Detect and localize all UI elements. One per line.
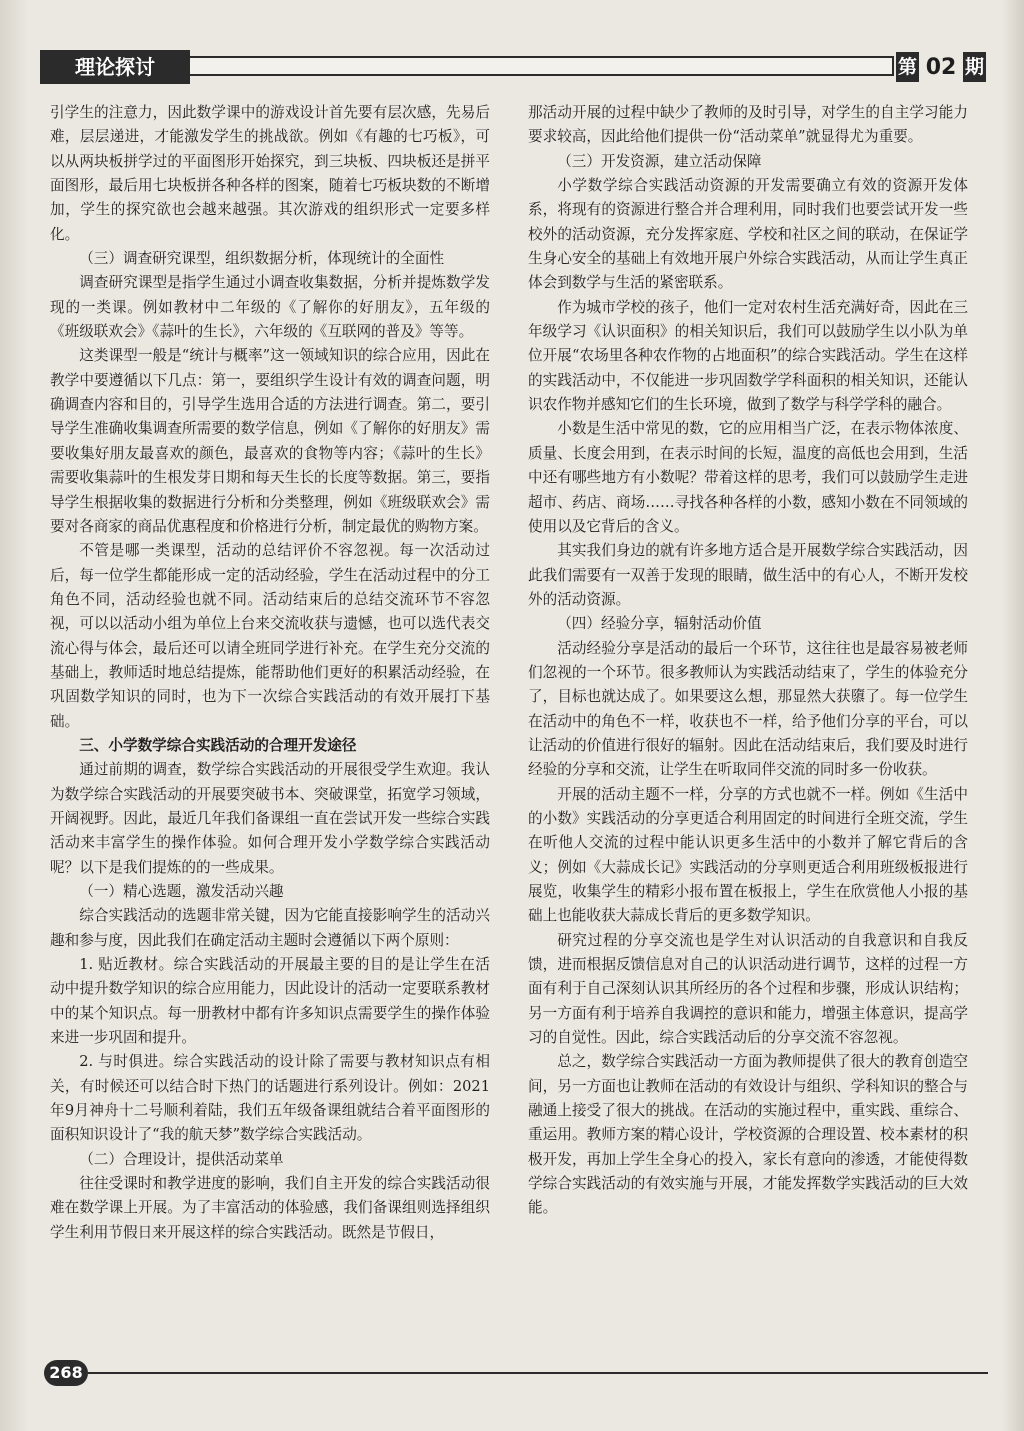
paragraph: 总之，数学综合实践活动一方面为教师提供了很大的教育创造空间，另一方面也让教师在活动的有效设计与组织、学科知识的整合与融通上接受了很大的挑战。在活动的实施过程中，重实践、重综合、重运用。教师方案的精心设计，学校资源的合理设置、校本素材的积极开发，再加上学生全身心的投入，家长有意向的渗透，才能使得数学综合实践活动的有效实施与开展，才能发挥数学实践活动的巨大效能。: [528, 1053, 968, 1217]
subsection-heading: （四）经验分享，辐射活动价值: [557, 615, 762, 633]
paragraph: 作为城市学校的孩子，他们一定对农村生活充满好奇，因此在三年级学习《认识面积》的相关知识后，我们可以鼓励学生以小队为单位开展“农场里各种农作物的占地面积”的综合实践活动。学生在这样的实践活动中，不仅能进一步巩固数学学科面积的相关知识，还能认识农作物并感知它们的生长环境，做到了数学与科学学科的融合。: [528, 298, 968, 414]
paragraph: 综合实践活动的选题非常关键，因为它能直接影响学生的活动兴趣和参与度，因此我们在确定活动主题时会遵循以下两个原则：: [50, 907, 490, 949]
paragraph: 研究过程的分享交流也是学生对认识活动的自我意识和自我反馈，进而根据反馈信息对自己的认识活动进行调节，这样的过程一方面有利于自己深刻认识其所经历的各个过程和步骤，形成认识结构；另一方面有利于培养自我调控的意识和能力，增强主体意识，提高学习的自觉性。因此，综合实践活动后的分享交流不容忽视。: [528, 931, 968, 1047]
scan-shadow-right: [1002, 0, 1024, 1431]
paragraph: 小数是生活中常见的数，它的应用相当广泛，在表示物体浓度、质量、长度会用到，在表示时间的长短，温度的高低也会用到，生活中还有哪些地方有小数呢？带着这样的思考，我们可以鼓励学生走进超市、药店、商场……寻找各种各样的小数，感知小数在不同领域的使用以及它背后的含义。: [528, 420, 968, 535]
issue-prefix: 第: [896, 52, 919, 82]
subsection-heading: （三）开发资源，建立活动保障: [557, 152, 762, 170]
scan-shadow-left: [0, 0, 28, 1431]
paragraph: 开展的活动主题不一样，分享的方式也就不一样。例如《生活中的小数》实践活动的分享更适合利用固定的时间进行全班交流，学生在听他人交流的过程中能认识更多生活中的小数并了解它背后的含义；例如《大蒜成长记》实践活动的分享则更适合利用班级板报进行展览，收集学生的精彩小报布置在板报上，学生在欣赏他人小报的基础上也能收获大蒜成长背后的更多数学知识。: [528, 785, 968, 925]
paragraph: 2. 与时俱进。综合实践活动的设计除了需要与教材知识点有相关，有时候还可以结合时下热门的话题进行系列设计。例如：2021年9月神舟十二号顺利着陆，我们五年级备课组就结合着平面图形的面积知识设计了“我的航天梦”数学综合实践活动。: [50, 1053, 490, 1144]
page-header: [40, 50, 986, 84]
paragraph: 通过前期的调查，数学综合实践活动的开展很受学生欢迎。我认为数学综合实践活动的开展要突破书本、突破课堂，拓宽学习领域，开阔视野。因此，最近几年我们备课组一直在尝试开发一些综合实践活动来丰富学生的操作体验。如何合理开发小学数学综合实践活动呢？以下是我们提炼的的一些成果。: [50, 761, 490, 876]
issue-label: [896, 50, 986, 84]
section-heading: 三、小学数学综合实践活动的合理开发途径: [79, 736, 357, 754]
paragraph: 1. 贴近教材。综合实践活动的开展最主要的目的是让学生在活动中提升数学知识的综合应用能力，因此设计的活动一定要联系教材中的某个知识点。每一册教材中都有许多知识点需要学生的操作体验来进一步巩固和提升。: [50, 956, 490, 1047]
paragraph: 小学数学综合实践活动资源的开发需要确立有效的资源开发体系，将现有的资源进行整合并合理利用，同时我们也要尝试开发一些校外的活动资源，充分发挥家庭、学校和社区之间的联动，在保证学生身心安全的基础上有效地开展户外综合实践活动，从而让学生真正体会到数学与生活的紧密联系。: [528, 177, 968, 292]
paragraph: 活动经验分享是活动的最后一个环节，这往往也是最容易被老师们忽视的一个环节。很多教师认为实践活动结束了，学生的体验充分了，目标也就达成了。如果要这么想，那显然大获隳了。每一位学生在活动中的角色不一样，收获也不一样，给予他们分享的平台，可以让活动的价值进行很好的辐射。因此在活动结束后，我们要及时进行经验的分享和交流，让学生在听取同伴交流的同时多一份收获。: [528, 639, 968, 779]
issue-suffix: 期: [963, 52, 986, 82]
paragraph: 不管是哪一类课型，活动的总结评价不容忽视。每一次活动过后，每一位学生都能形成一定的活动经验，学生在活动过程中的分工角色不同，活动经验也就不同。活动结束后的总结交流环节不容忽视，可以以活动小组为单位上台来交流收获与遗憾，也可以选代表交流心得与体会，最后还可以请全班同学进行补充。在学生充分交流的基础上，教师适时地总结提炼，能帮助他们更好的积累活动经验，在巩固数学知识的同时，也为下一次综合实践活动的有效开展打下基础。: [50, 542, 490, 730]
footer-rule: [88, 1372, 988, 1374]
page-number: 268: [44, 1360, 88, 1386]
paragraph: 其实我们身边的就有许多地方适合是开展数学综合实践活动，因此我们需要有一双善于发现的眼睛，做生活中的有心人，不断开发校外的活动资源。: [528, 542, 968, 608]
section-label: 理论探讨: [40, 50, 190, 84]
subsection-heading: （三）调查研究课型，组织数据分析，体现统计的全面性: [79, 250, 445, 268]
subsection-heading: （二）合理设计，提供活动菜单: [79, 1150, 284, 1168]
paragraph: 往往受课时和教学进度的影响，我们自主开发的综合实践活动很难在数学课上开展。为了丰富活动的体验感，我们备课组则选择组织学生利用节假日来开展这样的综合实践活动。既然是节假日，: [50, 1175, 490, 1241]
header-rule: [190, 56, 894, 76]
issue-number: 02: [925, 54, 957, 80]
paragraph: 调查研究课型是指学生通过小调查收集数据，分析并提炼数学发现的一类课。例如教材中二年级的《了解你的好朋友》，五年级的《班级联欢会》《蒜叶的生长》，六年级的《互联网的普及》等等。: [50, 274, 490, 341]
continued-paragraph: 引学生的注意力，因此数学课中的游戏设计首先要有层次感，先易后难，层层递进，才能激发学生的挑战欲。例如《有趣的七巧板》，可以从两块板拼学过的平面图形开始探究，到三块板、四块板还是拼平面图形，最后用七块板拼各种各样的图案，随着七巧板块数的不断增加，学生的探究欲也会越来越强。其次游戏的组织形式一定要多样化。: [50, 104, 490, 243]
subsection-heading: （一）精心选题，激发活动兴趣: [79, 883, 284, 900]
right-column: [528, 101, 968, 1221]
left-column: [50, 101, 490, 1245]
continued-paragraph: 那活动开展的过程中缺少了教师的及时引导，对学生的自主学习能力要求较高，因此给他们提供一份“活动菜单”就显得尤为重要。: [528, 104, 968, 146]
paragraph: 这类课型一般是“统计与概率”这一领域知识的综合应用，因此在教学中要遵循以下几点：第一，要组织学生设计有效的调查问题，明确调查内容和目的，引导学生选用合适的方法进行调查。第二，要引导学生准确收集调查所需要的数学信息，例如《了解你的好朋友》需要收集好朋友最喜欢的颜色，最喜欢的食物等内容；《蒜叶的生长》需要收集蒜叶的生根发芽日期和每天生长的长度等数据。第三，要指导学生根据收集的数据进行分析和分类整理，例如《班级联欢会》需要对各商家的商品优惠程度和价格进行分析，制定最优的购物方案。: [50, 347, 490, 535]
